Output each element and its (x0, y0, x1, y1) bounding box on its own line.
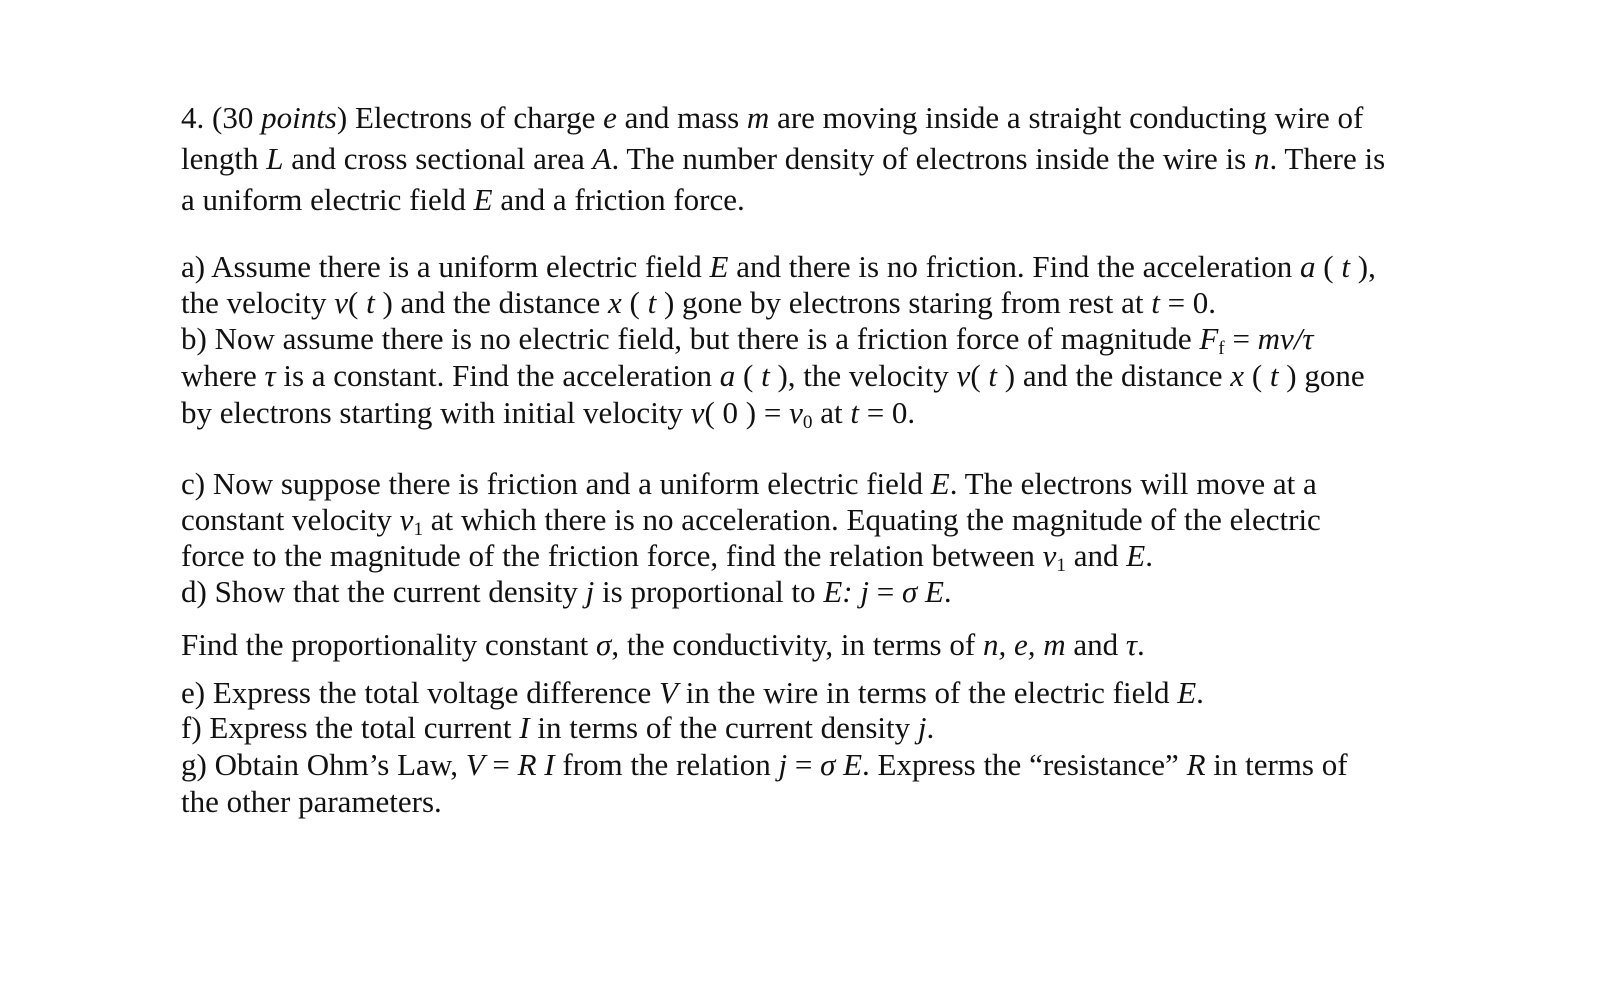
math-symbol: t (366, 285, 375, 320)
math-symbol: t (761, 358, 770, 393)
math-symbol: a (1300, 249, 1316, 284)
math-symbol: x (607, 285, 622, 320)
subscript: 0 (802, 411, 813, 433)
math-symbol: L (266, 141, 284, 176)
problem-intro-line-2: length L and cross sectional area A. The number density of electrons inside the wire is n. There is (181, 141, 1386, 176)
math-symbol: τ (264, 358, 276, 393)
part-c-line-2: constant velocity $v_1$ at which there is no acceleration. Equating the magnitude of the electric (181, 502, 1321, 540)
math-symbol: t (1341, 249, 1350, 284)
math-symbol: e (603, 100, 617, 135)
part-d-line-1: d) Show that the current density j is proportional to E: j = σ E. (181, 574, 952, 609)
math-symbol: E (473, 182, 493, 217)
math-symbol: a (719, 358, 736, 393)
math-symbol: points (261, 100, 337, 135)
part-b-line-1: b) Now assume there is no electric field, but there is a friction force of magnitude $F_f = mv/\tau$ (181, 321, 1314, 359)
math-symbol: j (585, 574, 595, 609)
math-symbol: A (592, 141, 612, 176)
part-e-line: e) Express the total voltage difference V in the wire in terms of the electric field E. (181, 675, 1204, 710)
math-symbol: σ E (820, 747, 863, 782)
math-symbol: t (988, 358, 998, 393)
math-symbol: σ (596, 627, 612, 662)
math-symbol: V (465, 747, 485, 782)
math-symbol: n (1253, 141, 1270, 176)
problem-intro-line-1: 4. (30 points) Electrons of charge e and mass m are moving inside a straight conducting wire of (181, 100, 1364, 135)
math-symbol: E (709, 249, 729, 284)
part-b-line-2: where τ is a constant. Find the acceleration a ( t ), the velocity v( t ) and the distance x ( t ) gone (181, 358, 1365, 393)
math-symbol: v (789, 395, 803, 430)
math-symbol: j (917, 710, 927, 745)
part-g-line-1: g) Obtain Ohm’s Law, V = R I from the relation j = σ E. Express the “resistance” R in terms of (181, 747, 1348, 782)
math-symbol: E (930, 466, 950, 501)
part-d-line-2: Find the proportionality constant σ, the conductivity, in terms of n, e, m and τ. (181, 627, 1145, 662)
part-c-line-3: force to the magnitude of the friction force, find the relation between $v_1$ and E. (181, 538, 1153, 576)
math-symbol: τ (1125, 627, 1137, 662)
math-symbol: F (1199, 321, 1219, 356)
math-symbol: v (956, 358, 971, 393)
math-symbol: m (746, 100, 770, 135)
math-symbol: t (850, 395, 859, 430)
part-b-line-3: by electrons starting with initial velocity v( 0 ) = $v_0$ at t = 0. (181, 395, 916, 433)
math-symbol: mv/τ (1257, 321, 1314, 356)
part-a-line-2: the velocity v( t ) and the distance x ( t ) gone by electrons staring from rest at t = 0. (181, 285, 1217, 320)
math-symbol: σ E (901, 574, 944, 609)
part-c-line-1: c) Now suppose there is friction and a uniform electric field E. The electrons will move at a (181, 466, 1317, 501)
subscript: 1 (1056, 554, 1067, 576)
math-symbol: t (1269, 358, 1279, 393)
math-symbol: t (1151, 285, 1160, 320)
math-symbol: I (519, 710, 530, 745)
part-f-line: f) Express the total current I in terms of the current density j. (181, 710, 935, 745)
math-symbol: j (860, 574, 869, 609)
subscript: f (1218, 337, 1225, 359)
part-g-line-2: the other parameters. (181, 784, 442, 819)
math-symbol: n, e, m (982, 627, 1066, 662)
math-symbol: v (334, 285, 348, 320)
math-symbol: x (1230, 358, 1245, 393)
math-symbol: V (659, 675, 678, 710)
part-a-line-1: a) Assume there is a uniform electric field E and there is no friction. Find the acceleration a ( t ), (181, 249, 1376, 284)
math-symbol: R I (517, 747, 555, 782)
math-symbol: R (1186, 747, 1206, 782)
math-symbol: E: (823, 574, 853, 609)
math-symbol: E (1126, 538, 1146, 573)
problem-intro-line-3: a uniform electric field E and a friction force. (181, 182, 745, 217)
math-symbol: v (690, 395, 705, 430)
math-symbol: v (1042, 538, 1057, 573)
math-symbol: v (399, 502, 414, 537)
math-symbol: t (647, 285, 657, 320)
math-symbol: j (778, 747, 788, 782)
subscript: 1 (413, 518, 424, 540)
math-symbol: E (1177, 675, 1197, 710)
